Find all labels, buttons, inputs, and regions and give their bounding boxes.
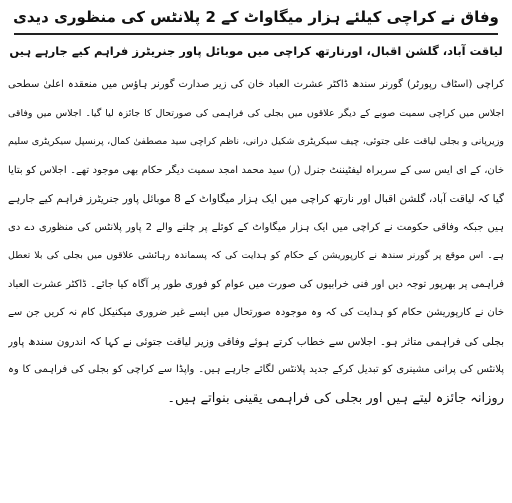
body-line: ہے۔ اس موقع پر گورنر سندھ نے کارپوریشن کے حکام کو ہدایت کی کہ پسماندہ رہائشی علاقوں میں بجلی کی بلا تعطل — [8, 250, 504, 261]
subheadline: لیاقت آباد، گلشن اقبال، اورنارتھ کراچی میں موبائل پاور جنریٹرز فراہم کیے جارہے ہیں — [9, 44, 503, 58]
body-line: خان نے کارپوریشن حکام کو ہدایت کی کہ وہ موجودہ صورتحال میں ایسے غیر ضروری میکنیکل کام نہ کریں جن سے — [8, 307, 504, 318]
article-body — [8, 71, 504, 413]
body-line: فراہمی پر بھرپور توجہ دیں اور فنی خرابیوں کی صورت میں عوام کو فوری طور پر آگاہ کیا جائے۔ ڈاکٹر عشرت العباد — [8, 278, 504, 290]
body-line: اجلاس میں کراچی سمیت صوبے کے دیگر علاقوں میں بجلی کی فراہمی کی صورتحال کا جائزہ لیا گیا۔ اجلاس میں وفاقی — [8, 107, 504, 119]
body-line: گیا کہ لیاقت آباد، گلشن اقبال اور نارتھ کراچی میں ایک ہزار میگاواٹ کے 8 موبائل پاور جنریٹرز فراہم کیے جارہے — [8, 193, 504, 205]
headline: وفاق نے کراچی کیلئے ہزار میگاواٹ کے 2 پلانٹس کی منظوری دیدی — [13, 8, 499, 26]
body-line: کراچی (اسٹاف رپورٹر) گورنر سندھ ڈاکٹر عشرت العباد خان کی زیر صدارت گورنر ہاؤس میں منعقدہ اعلیٰ سطحی — [8, 79, 504, 90]
body-line: ہیں جبکہ وفاقی حکومت نے کراچی میں ایک ہزار میگاواٹ کے کوئلے پر چلنے والے 2 پاور پلانٹس کی منظوری دے دی — [8, 221, 504, 233]
body-line: بجلی کی فراہمی متاثر ہو۔ اجلاس سے خطاب کرتے ہوئے وفاقی وزیر لیاقت جتوئی نے کہا کہ اندرون سندھ پاور — [8, 335, 504, 348]
body-line: پلانٹس کی پرانی مشینری کو تبدیل کرکے جدید پلانٹس لگائے جارہے ہیں۔ واپڈا سے کراچی کو بجلی کی فراہمی کا وہ — [8, 364, 504, 375]
body-line: روزانہ جائزہ لیتے ہیں اور بجلی کی فراہمی یقینی بنواتے ہیں۔ — [167, 390, 504, 406]
body-line: وزیرپانی و بجلی لیاقت علی جتوئی، چیف سیکریٹری شکیل درانی، ناظم کراچی سید مصطفیٰ کمال، پرنسپل سیکریٹری سلیم — [8, 136, 504, 147]
headline-divider — [14, 33, 498, 35]
body-line: خان، کے ای ایس سی کے سربراہ لیفٹیننٹ جنرل (ر) سید محمد امجد سمیت دیگر حکام بھی موجود تھے۔ اجلاس کو بتایا — [8, 164, 504, 176]
